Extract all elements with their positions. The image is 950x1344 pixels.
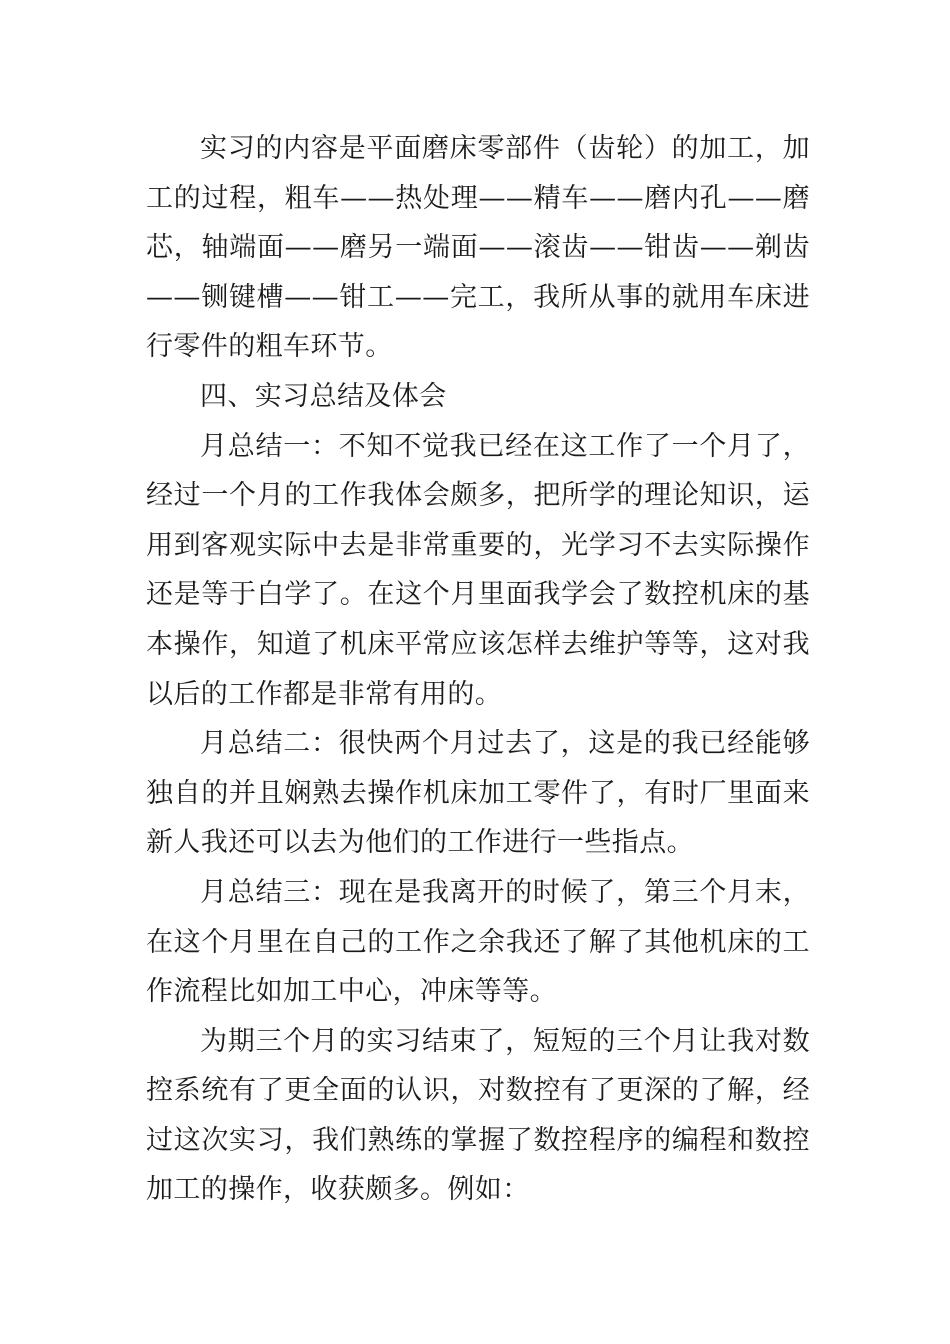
document-page xyxy=(146,124,810,1215)
section-heading-summary: 四、实习总结及体会 xyxy=(200,380,447,412)
paragraph-month-two: 月总结二：很快两个月过去了，这是的我已经能够独自的并且娴熟去操作机床加工零件了，有时厂里面来新人我还可以去为他们的工作进行一些指点。 xyxy=(146,728,810,859)
paragraph-process: 实习的内容是平面磨床零部件（齿轮）的加工，加工的过程，粗车——热处理——精车——磨内孔——磨芯，轴端面——磨另一端面——滚齿——钳齿——剃齿——铡键槽——钳工——完工，我所从事的就用车床进行零件的粗车环节。 xyxy=(146,133,810,363)
paragraph-month-three: 月总结三：现在是我离开的时候了，第三个月末，在这个月里在自己的工作之余我还了解了其他机床的工作流程比如加工中心，冲床等等。 xyxy=(146,876,810,1008)
paragraph-month-one: 月总结一：不知不觉我已经在这工作了一个月了，经过一个月的工作我体会颇多，把所学的理论知识，运用到客观实际中去是非常重要的，光学习不去实际操作还是等于白学了。在这个月里面我学会了数控机床的基本操作，知道了机床平常应该怎样去维护等等，这对我以后的工作都是非常有用的。 xyxy=(146,430,810,710)
paragraph-conclusion: 为期三个月的实习结束了，短短的三个月让我对数控系统有了更全面的认识，对数控有了更深的了解，经过这次实习，我们熟练的掌握了数控程序的编程和数控加工的操作，收获颇多。例如： xyxy=(146,1025,810,1206)
